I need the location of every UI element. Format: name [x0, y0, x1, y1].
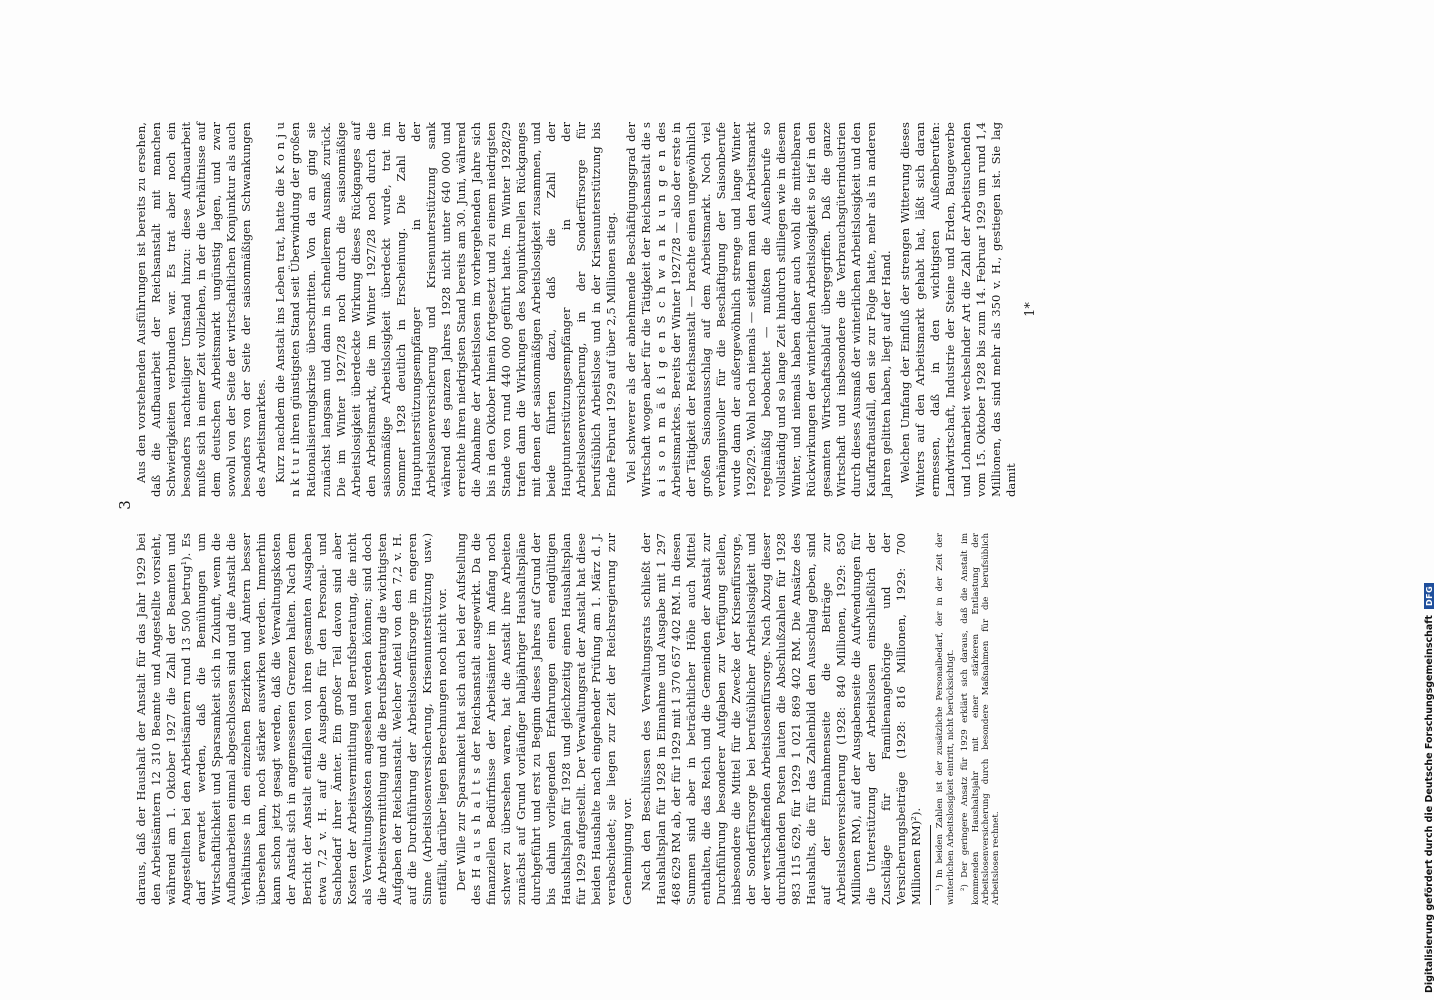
- paragraph: Aus den vorstehenden Ausführungen ist bereits zu ersehen, daß die Aufbauarbeit der Reichsanstalt mit manchen Schwierigkeiten verbunden war. Es trat aber noch ein besonders nachteiliger Umstand hinzu: diese Aufbauarbeit mußte sich in einer Zeit vollziehen, in der die Verhältnisse auf dem deutschen Arbeitsmarkt ungünstig lagen, und zwar sowohl von der Seite der wirtschaftlichen Konjunktur als auch besonders von der Seite der saisonmäßigen Schwankungen des Arbeitsmarktes.: [134, 122, 269, 497]
- footnote-divider: [930, 825, 931, 905]
- paragraph: daraus, daß der Haushalt der Anstalt für das Jahr 1929 bei den Arbeitsämtern 12 310 Beamte und Angestellte vorsieht, während am 1. Oktober 1927 die Zahl der Beamten und Angestellten bei den Arbeitsämtern rund 13 500 betrug¹). Es darf erwartet werden, daß die Bemühungen um Wirtschaftlichkeit und Sparsamkeit sich in Zukunft, wenn die Aufbauarbeiten einmal abgeschlossen sind und die Anstalt die Verhältnisse in den einzelnen Bezirken und Ämtern besser übersehen kann, noch stärker auswirken werden. Immerhin kann schon jetzt gesagt werden, daß die Verwaltungskosten der Anstalt sich in angemessenen Grenzen halten. Nach dem Bericht der Anstalt entfallen von ihren gesamten Ausgaben etwa 7,2 v. H. auf die Ausgaben für den Personal- und Sachbedarf ihrer Ämter. Ein großer Teil davon sind aber Kosten der Arbeitsvermittlung und Berufsberatung, die nicht als Verwaltungskosten angesehen werden können; sind doch die Arbeitsvermittlung und die Berufsberatung die wichtigsten Aufgaben der Reichsanstalt. Welcher Anteil von den 7,2 v. H. auf die Durchführung der Arbeitslosenfürsorge im engeren Sinne (Arbeitslosenversicherung, Krisenunterstützung usw.) entfällt, darüber liegen Berechnungen noch nicht vor.: [134, 533, 449, 905]
- dfg-logo: DFG: [1424, 583, 1434, 609]
- paragraph: Viel schwerer als der abnehmende Beschäftigungsgrad der Wirtschaft wogen aber für die Tätigkeit der Reichsanstalt die s a i s o n m ä ß i g e n S c h w a n k u n g e n des Arbeitsmarktes. Bereits der Winter 1927/28 — also der erste in der Tätigkeit der Reichsanstalt — brachte einen ungewöhnlich großen Saisonausschlag auf dem Arbeitsmarkt. Noch viel verhängnisvoller für die Beschäftigung der Saisonberufe wurde dann der außergewöhnlich strenge und lange Winter 1928/29. Wohl noch niemals — seitdem man den Arbeitsmarkt regelmäßig beobachtet — mußten die Außenberufe so vollständig und so lange Zeit hindurch stilliegen wie in diesem Winter, und niemals haben daher auch wohl die mittelbaren Rückwirkungen der winterlichen Arbeitslosigkeit so tief in den gesamten Wirtschaftsablauf übergegriffen. Daß die ganze Wirtschaft und insbesondere die Verbrauchsgüterindustrien durch dieses Ausmaß der winterlichen Arbeitslosigkeit und den Kaufkraftausfall, den sie zur Folge hatte, mehr als in anderen Jahren gelitten haben, liegt auf der Hand.: [623, 122, 894, 497]
- digitization-credit: Digitalisierung gefördert durch die Deutsche Forschungsgemeinschaft: [1423, 615, 1434, 993]
- paragraph: Nach den Beschlüssen des Verwaltungsrats schließt der Haushaltsplan für 1928 in Einnahme und Ausgabe mit 1 297 468 629 RM ab, der für 1929 mit 1 370 657 402 RM. In diesen Summen sind aber in beträchtlicher Höhe auch Mittel enthalten, die das Reich und die Gemeinden der Anstalt zur Durchführung besonderer Aufgaben zur Verfügung stellen, insbesondere die Mittel für die Zwecke der Krisenfürsorge, der Sonderfürsorge bei berufsüblicher Arbeitslosigkeit und der wertschaffenden Arbeitslosenfürsorge. Nach Abzug dieser durchlaufenden Posten lauten die Abschlußzahlen für 1928 983 115 629, für 1929 1 021 869 402 RM. Die Ansätze des Haushalts, die für das Zahlenbild den Ausschlag geben, sind auf der Einnahmenseite die Beiträge zur Arbeitslosenversicherung (1928: 840 Millionen, 1929: 850 Millionen RM), auf der Ausgabenseite die Aufwendungen für die Unterstützung der Arbeitslosen einschließlich der Zuschläge für Familienangehörige und der Versicherungsbeiträge (1928: 816 Millionen, 1929: 700 Millionen RM)²).: [638, 533, 924, 905]
- rotated-page-content: [112, 105, 1112, 905]
- sheet-signature: 1*: [1022, 302, 1038, 317]
- footnote: ²) Der geringere Ansatz für 1929 erklärt sich daraus, daß die Anstalt im kommenden Haushaltsjahr mit einer stärkeren Entlastung der Arbeitslosenversicherung durch besondere Maßnahmen für die berufsüblich Arbeitslosen rechnet.: [960, 533, 1002, 905]
- paragraph: Kurz nachdem die Anstalt ins Leben trat, hatte die K o n j u n k t u r ihren günstigsten Stand seit Überwindung der großen Rationalisierungskrise überschritten. Von da an ging sie zunächst langsam und dann in schnellerem Ausmaß zurück. Die im Winter 1927/28 noch durch die saisonmäßige Arbeitslosigkeit überdeckte Wirkung dieses Rückganges auf den Arbeitsmarkt, die im Winter 1927/28 noch durch die saisonmäßige Arbeitslosigkeit überdeckt wurde, trat im Sommer 1928 deutlich in Erscheinung. Die Zahl der Hauptunterstützungsempfänger in der Arbeitslosenversicherung und Krisenunterstützung sank während des ganzen Jahres 1928 nicht unter 640 000 und erreichte ihren niedrigsten Stand bereits am 30. Juni, während die Abnahme der Arbeitslosen im vorhergehenden Jahre sich bis in den Oktober hinein fortgesetzt und zu einem niedrigsten Stande von rund 440 000 geführt hatte. Im Winter 1928/29 trafen dann die Wirkungen des konjunkturellen Rückganges mit denen der saisonmäßigen Arbeitslosigkeit zusammen, und beide führten dazu, daß die Zahl der Hauptunterstützungsempfänger in der Arbeitslosenversicherung, in der Sonderfürsorge für berufsüblich Arbeitslose und in der Krisenunterstützung bis Ende Februar 1929 auf über 2,5 Millionen stieg.: [273, 122, 619, 497]
- right-column: [134, 122, 1038, 497]
- left-column: [134, 533, 1006, 905]
- page-number: 3: [116, 500, 134, 510]
- footnote: ¹) In beiden Zahlen ist der zusätzliche Personalbedarf, der in der Zeit der winterlichen Arbeitslosigkeit eintritt, nicht berücksichtigt.: [935, 533, 956, 905]
- paragraph: Der Wille zur Sparsamkeit hat sich auch bei der Aufstellung des H a u s h a l t s der Reichsanstalt ausgewirkt. Da die finanziellen Bedürfnisse der Arbeitsämter im Anfang noch schwer zu übersehen waren, hat die Anstalt ihre Arbeiten zunächst auf Grund vorläufiger halbjähriger Haushaltspläne durchgeführt und erst zu Beginn dieses Jahres auf Grund der bis dahin vorliegenden Erfahrungen einen endgültigen Haushaltsplan für 1928 und gleichzeitig einen Haushaltsplan für 1929 aufgestellt. Der Verwaltungsrat der Anstalt hat diese beiden Haushalte nach eingehender Prüfung am 1. März d. J. verabschiedet; sie liegen zur Zeit der Reichsregierung zur Genehmigung vor.: [453, 533, 634, 905]
- digitization-credit-strip: [1421, 8, 1434, 998]
- paragraph: Welchen Umfang der Einfluß der strengen Witterung dieses Winters auf den Arbeitsmarkt gehabt hat, läßt sich daran ermessen, daß in den wichtigsten Außenberufen: Landwirtschaft, Industrie der Steine und Erden, Baugewerbe und Lohnarbeit wechselnder Art die Zahl der Arbeitsuchenden vom 15. Oktober 1928 bis zum 14. Februar 1929 um rund 1,4 Millionen, das sind mehr als 350 v. H., gestiegen ist. Sie lag damit: [898, 122, 1018, 497]
